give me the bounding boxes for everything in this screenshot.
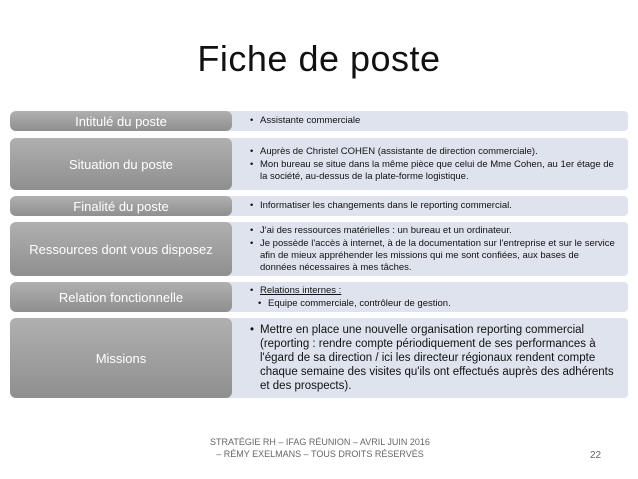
row-label: Relation fonctionnelle bbox=[10, 282, 232, 312]
row-situation bbox=[10, 138, 628, 190]
row-label: Missions bbox=[10, 318, 232, 398]
row-content bbox=[250, 282, 618, 312]
footer-text: STRATÉGIE RH – IFAG RÉUNION – AVRIL JUIN 2016 – RÉMY EXELMANS – TOUS DROITS RÉSERVÉS bbox=[210, 437, 430, 459]
bullet-item: • Auprès de Christel COHEN (assistante de direction commerciale). bbox=[250, 146, 618, 158]
row-label: Situation du poste bbox=[10, 138, 232, 190]
bullet-item: • J'ai des ressources matérielles : un bureau et un ordinateur. bbox=[250, 225, 618, 237]
bullet-item: • Equipe commerciale, contrôleur de gestion. bbox=[250, 298, 618, 310]
bullet-item: • Assistante commerciale bbox=[250, 115, 618, 127]
row-content bbox=[250, 196, 618, 216]
page-number: 22 bbox=[590, 450, 602, 461]
row-intitule bbox=[10, 111, 628, 131]
relations-heading: Relations internes : bbox=[260, 284, 342, 296]
row-missions bbox=[10, 318, 628, 398]
row-content bbox=[250, 138, 618, 190]
bullet-item: • Mettre en place une nouvelle organisation reporting commercial (reporting : rendre compte périodiquement de ses performances à l'égard de sa direction / ici les directeur régionaux rendent compte chaque semaine des visites qu'ils ont effectués auprès des adhérents et des prospects). bbox=[250, 323, 618, 393]
bullet-heading bbox=[250, 285, 618, 297]
row-ressources bbox=[10, 222, 628, 276]
row-label: Ressources dont vous disposez bbox=[10, 222, 232, 276]
row-relation bbox=[10, 282, 628, 312]
bullet-item: • Informatiser les changements dans le reporting commercial. bbox=[250, 200, 618, 212]
bullet-item: • Mon bureau se situe dans la même pièce que celui de Mme Cohen, au 1er étage de la société, au-dessus de la plate-forme logistique. bbox=[250, 159, 618, 183]
slide-title: Fiche de poste bbox=[197, 38, 441, 79]
row-label: Intitulé du poste bbox=[10, 111, 232, 131]
row-label: Finalité du poste bbox=[10, 196, 232, 216]
row-content bbox=[250, 222, 618, 276]
bullet-item: • Je possède l'accès à internet, à de la documentation sur l'entreprise et sur le service afin de mieux appréhender les missions qui me sont confiées, aux bases de données nécessaires à mes tâches. bbox=[250, 238, 618, 274]
row-content bbox=[250, 318, 618, 398]
row-content bbox=[250, 111, 618, 131]
row-finalite bbox=[10, 196, 628, 216]
